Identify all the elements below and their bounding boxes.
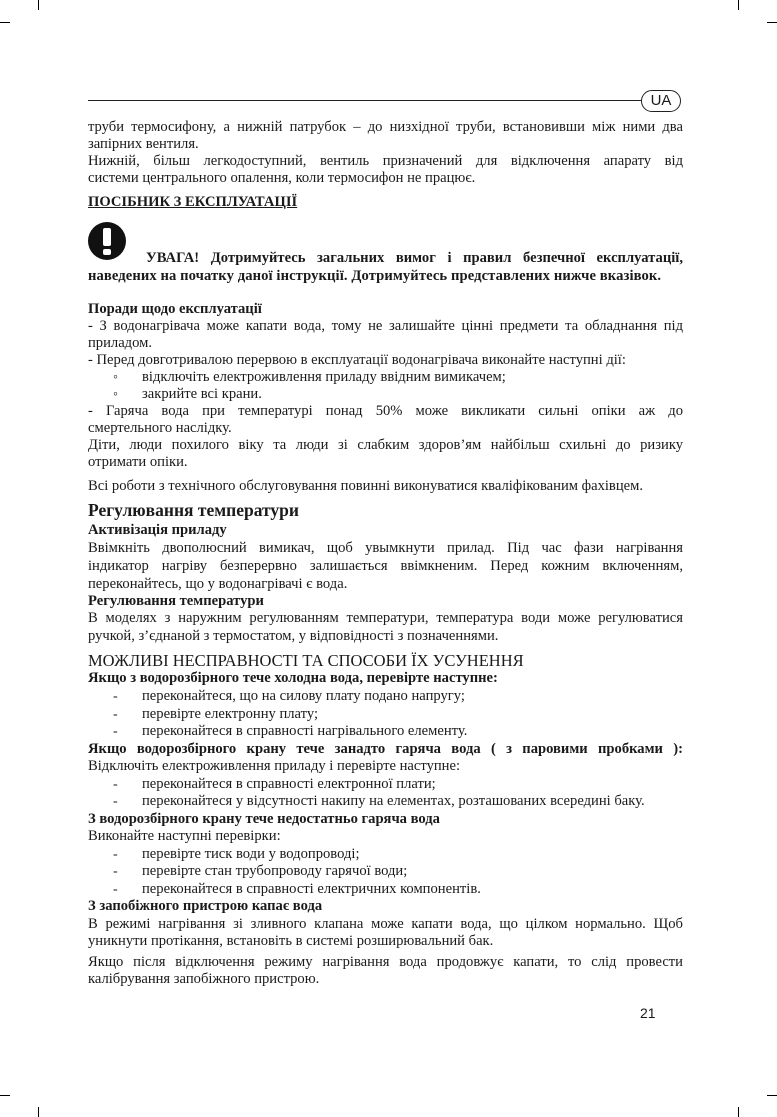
faults-heading: МОЖЛИВІ НЕСПРАВНОСТІ ТА СПОСОБИ ЇХ УСУНЕННЯ [88,651,524,670]
crop-mark [0,1095,10,1096]
drip-line: Якщо після відключення режиму нагрівання вода продовжує капати, то слід провести [88,954,683,970]
activation-line: індикатор нагріву безперервно залишається ввімкненим. Перед кожним включенням, [88,558,683,574]
lukewarm-title: З водорозбірного крану тече недостатньо гаряча вода [88,811,440,827]
hot-item: переконайтеся у відсутності накипу на елементах, розташованих всередині баку. [142,793,645,809]
cold-item: перевірте електронну плату; [142,706,319,722]
warning-text: УВАГА! Дотримуйтесь загальних вимог і правил безпечної експлуатації, [146,250,683,266]
regulation-title: Регулювання температури [88,593,264,609]
tips-title: Поради щодо експлуатації [88,301,262,317]
crop-mark [38,0,39,10]
lukewarm-item: переконайтеся в справності електричних компонентів. [142,881,481,897]
intro-line: Нижній, більш легкодоступний, вентиль призначений для відключення апарату від [88,153,683,169]
regulation-line: ручкой, з’єднаной з термостатом, у відповідності з позначеннями. [88,628,499,644]
hot-intro: Відключіть електроживлення приладу і перевірте наступне: [88,758,461,774]
tips-line: - Гаряча вода при температурі понад 50% може викликати сильні опіки аж до [88,403,683,419]
dash-icon: - [113,689,118,704]
hot-title: Якщо водорозбірного крану тече занадто гаряча вода ( з паровими пробками ): [88,741,683,757]
tips-line: - З водонагрівача може капати вода, тому не залишайте цінні предмети та обладнання під [88,318,683,334]
dash-icon: - [113,794,118,809]
temperature-heading: Регулювання температури [88,500,299,520]
tips-line: отримати опіки. [88,454,188,470]
dash-icon: - [113,864,118,879]
intro-line: запірних вентиля. [88,136,199,152]
dash-icon: - [113,777,118,792]
dash-icon: - [113,882,118,897]
lukewarm-intro: Виконайте наступні перевірки: [88,828,281,844]
header-rule [88,100,642,101]
crop-mark [767,22,777,23]
tips-line: приладом. [88,335,153,351]
crop-mark [767,1095,777,1096]
intro-line: труби термосифону, а нижній патрубок – до низхідної труби, встановивши між ними два [88,119,683,135]
intro-line: системи центрального опалення, коли термосифон не працює. [88,170,476,186]
dash-icon: - [113,707,118,722]
lukewarm-item: перевірте стан трубопроводу гарячої води; [142,863,408,879]
activation-title: Активізація приладу [88,522,227,538]
tips-line: Діти, люди похилого віку та люди зі слабким здоров’ям найбільш схильні до ризику [88,437,683,453]
drip-title: З запобіжного пристрою капає вода [88,898,323,914]
tips-line: Всі роботи з технічного обслуговування повинні виконуватися кваліфікованим фахівцем. [88,478,643,494]
warning-icon [88,222,126,260]
lukewarm-item: перевірте тиск води у водопроводі; [142,846,360,862]
bullet-icon: ◦ [113,370,118,385]
cold-item: переконайтеся, що на силову плату подано напругу; [142,688,465,704]
dash-icon: - [113,847,118,862]
tips-bullet: закрийте всі крани. [142,386,262,402]
hot-item: переконайтеся в справності електронної плати; [142,776,436,792]
cold-item: переконайтеся в справності нагрівального елементу. [142,723,468,739]
dash-icon: - [113,724,118,739]
regulation-line: В моделях з наружним регулюванням температури, температура води може регулюватися [88,610,683,626]
crop-mark [738,0,739,10]
manual-heading: ПОСІБНИК З ЕКСПЛУАТАЦІЇ [88,194,298,210]
tips-line: смертельного наслідку. [88,420,232,436]
drip-line: уникнути протікання, встановіть в системі розширювальний бак. [88,933,494,949]
crop-mark [0,22,10,23]
crop-mark [38,1107,39,1117]
drip-line: калібрування запобіжного пристрою. [88,971,320,987]
warning-text: наведених на початку даної інструкції. Дотримуйтесь представлених нижче вказівок. [88,268,662,284]
cold-title: Якщо з водорозбірного тече холодна вода, перевірте наступне: [88,670,498,686]
tips-bullet: відключіть електроживлення приладу ввідним вимикачем; [142,369,506,385]
tips-line: - Перед довготривалою перервою в експлуатації водонагрівача виконайте наступні дії: [88,352,626,368]
language-badge: UA [641,90,681,112]
crop-mark [738,1107,739,1117]
activation-line: Ввімкніть двополюсний вимикач, щоб увымкнути прилад. Під час фази нагрівання [88,540,683,556]
bullet-icon: ◦ [113,387,118,402]
activation-line: переконайтесь, що у водонагрівачі є вода. [88,576,348,592]
page-number: 21 [640,1005,656,1021]
drip-line: В режимі нагрівання зі зливного клапана може капати вода, що цілком нормально. Щоб [88,916,683,932]
